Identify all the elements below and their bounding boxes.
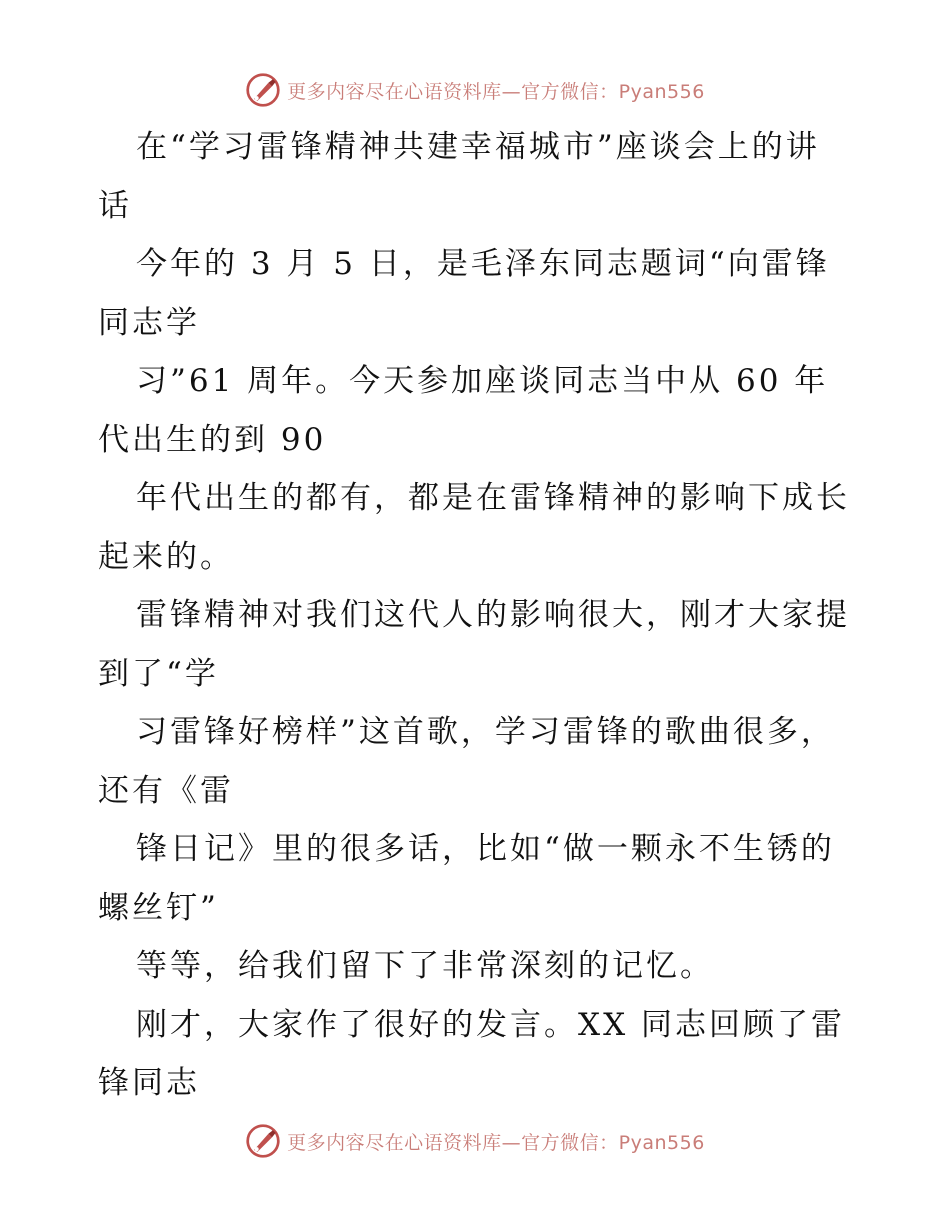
- footer-banner: [0, 1121, 950, 1161]
- paragraph-line: 习雷锋好榜样”这首歌，学习雷锋的歌曲很多，: [136, 714, 835, 750]
- paragraph-line: 话: [98, 187, 132, 224]
- paragraph-line: 在“学习雷锋精神共建幸福城市”座谈会上的讲: [136, 129, 820, 165]
- paragraph-line: 到了“学: [98, 655, 219, 692]
- paragraph-line: 锋同志: [98, 1065, 200, 1101]
- footer-banner-text: 更多内容尽在心语资料库—官方微信：Pyan556: [287, 1131, 705, 1154]
- paragraph-line: 锋日记》里的很多话，比如“做一颗永不生锈的: [136, 831, 835, 867]
- paragraph-line: 起来的。: [98, 538, 234, 575]
- paragraph-line: 习”61 周年。今天参加座谈同志当中从 60 年: [136, 363, 829, 399]
- paragraph-line: 年代出生的都有，都是在雷锋精神的影响下成长: [136, 480, 850, 516]
- paragraph-line: 等等，给我们留下了非常深刻的记忆。: [136, 948, 714, 984]
- paragraph-line: 刚才，大家作了很好的发言。XX 同志回顾了雷: [136, 1006, 845, 1043]
- paragraph-line: 今年的 3 月 5 日，是毛泽东同志题词“向雷锋: [136, 246, 830, 282]
- pen-logo-icon: [245, 72, 281, 108]
- paragraph-line: 还有《雷: [98, 772, 234, 809]
- paragraph-line: 雷锋精神对我们这代人的影响很大，刚才大家提: [136, 597, 850, 633]
- header-banner: [0, 70, 950, 110]
- header-banner-text: 更多内容尽在心语资料库—官方微信：Pyan556: [287, 80, 705, 103]
- paragraph-line: 代出生的到 90: [98, 421, 327, 458]
- document-body: [98, 118, 854, 1113]
- paragraph-line: 螺丝钉”: [98, 889, 219, 926]
- paragraph-line: 同志学: [98, 304, 200, 341]
- pen-logo-icon: [245, 1123, 281, 1159]
